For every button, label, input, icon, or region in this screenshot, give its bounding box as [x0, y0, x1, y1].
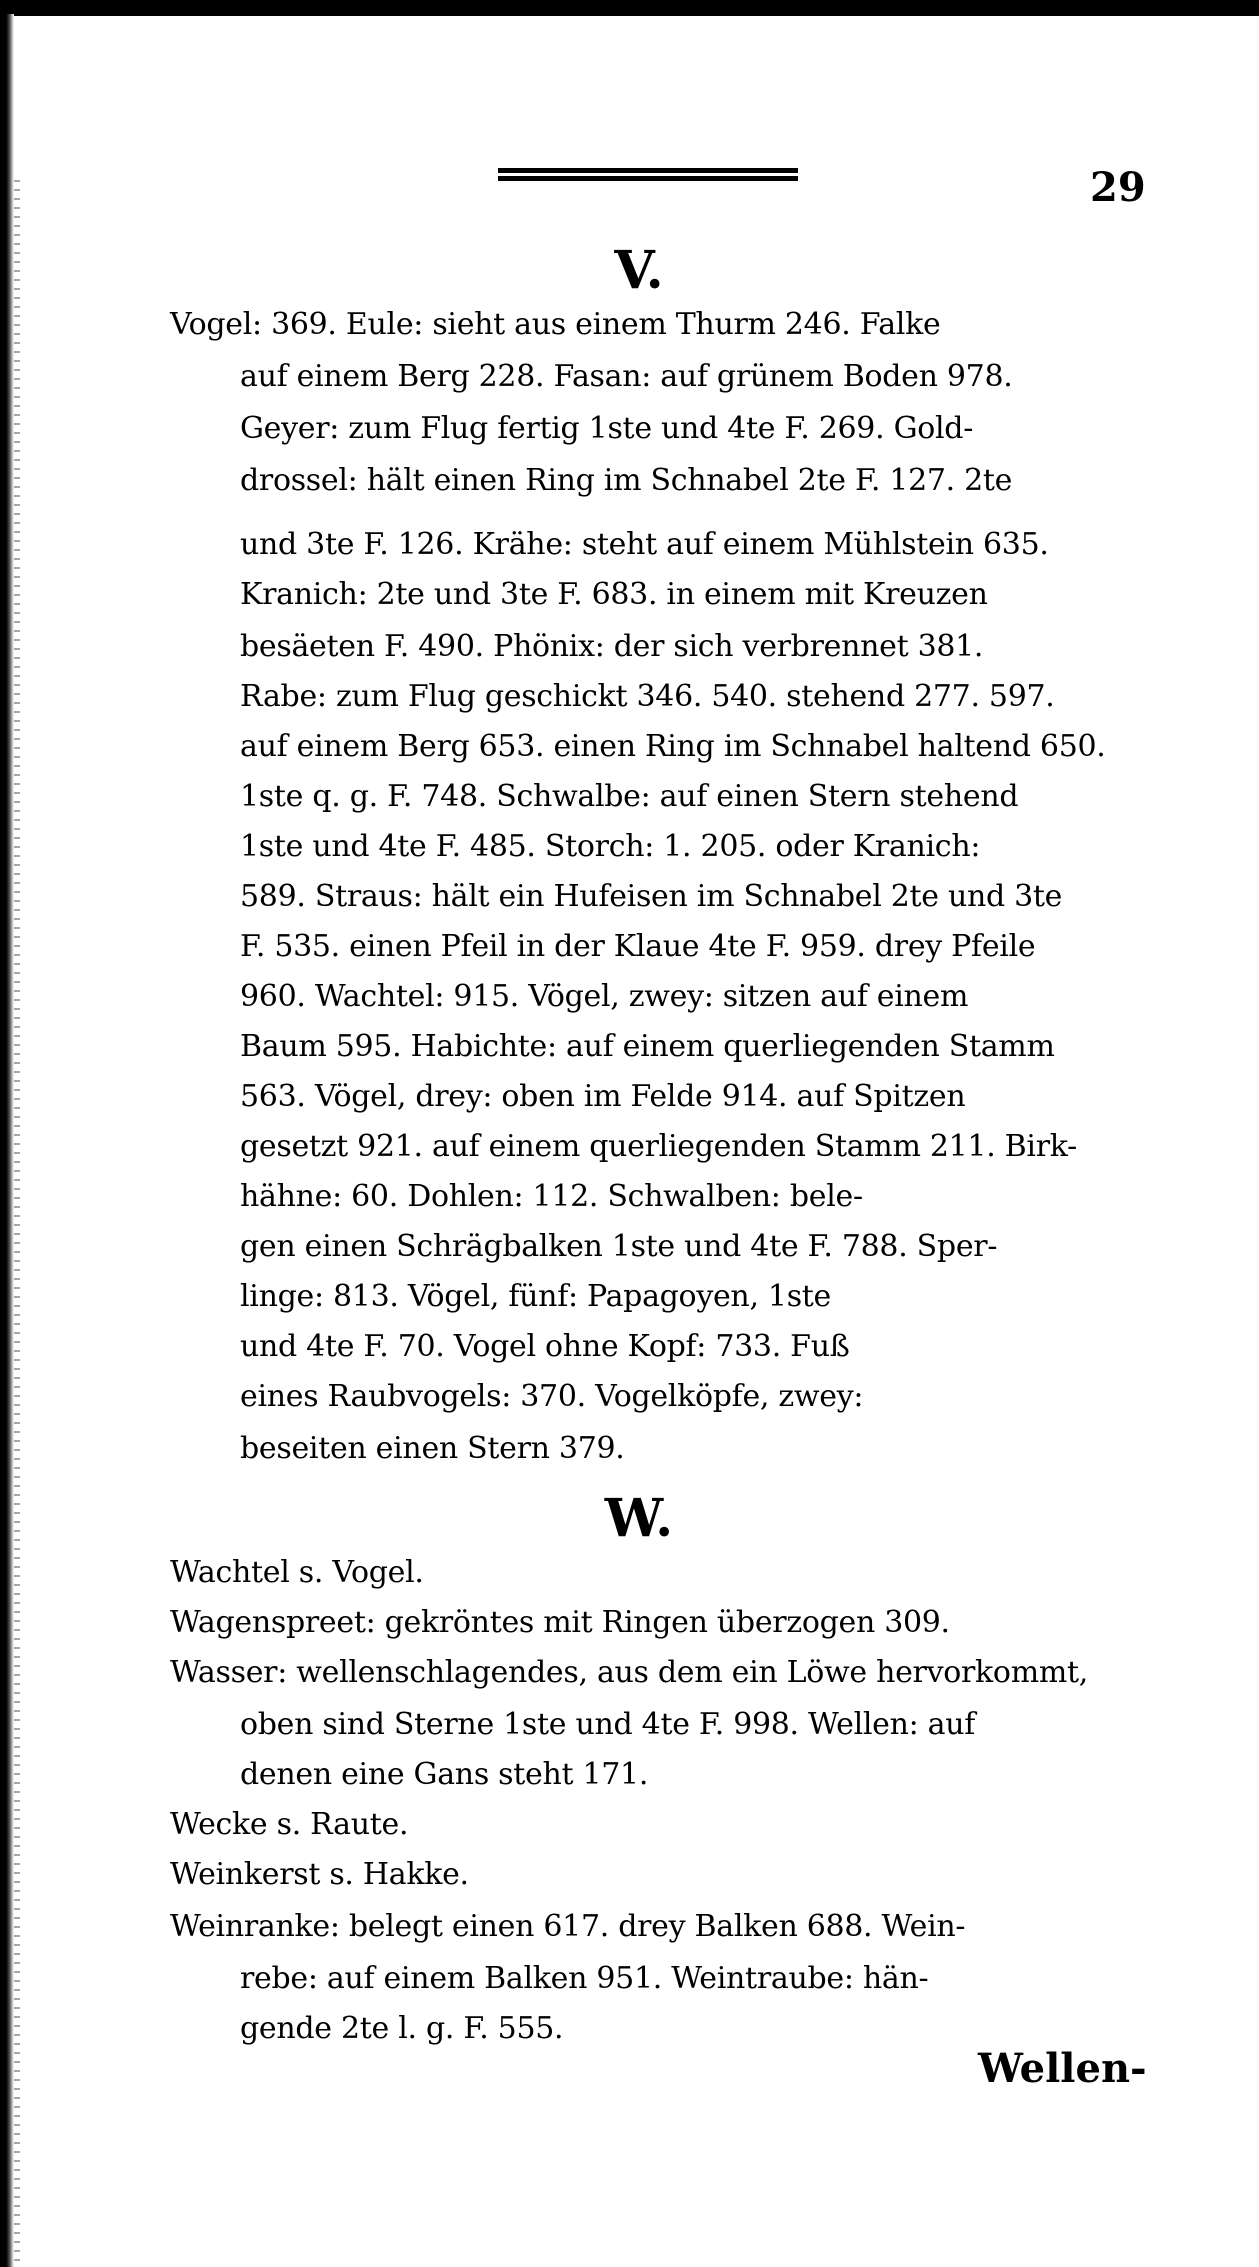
index-line: 589. Straus: hält ein Hufeisen im Schnabel 2te und 3te	[240, 879, 1063, 914]
index-line: auf einem Berg 653. einen Ring im Schnabel haltend 650.	[240, 729, 1106, 764]
index-line: auf einem Berg 228. Fasan: auf grünem Boden 978.	[240, 359, 1013, 394]
index-line: Kranich: 2te und 3te F. 683. in einem mit Kreuzen	[240, 577, 988, 612]
scan-left-edge	[0, 14, 14, 2267]
index-line: drossel: hält einen Ring im Schnabel 2te F. 127. 2te	[240, 463, 1013, 498]
index-line: gen einen Schrägbalken 1ste und 4te F. 788. Sper-	[240, 1229, 998, 1264]
index-line: 1ste q. g. F. 748. Schwalbe: auf einen Stern stehend	[240, 779, 1019, 814]
index-line: eines Raubvogels: 370. Vogelköpfe, zwey:	[240, 1379, 864, 1414]
index-entry-weinranke-cont: gende 2te l. g. F. 555.	[240, 2011, 564, 2046]
index-line: Rabe: zum Flug geschickt 346. 540. stehend 277. 597.	[240, 679, 1055, 714]
index-line: hähne: 60. Dohlen: 112. Schwalben: bele-	[240, 1179, 863, 1214]
catchword: Wellen-	[978, 2045, 1147, 2092]
index-entry-wecke: Wecke s. Raute.	[170, 1807, 409, 1842]
index-line: Geyer: zum Flug fertig 1ste und 4te F. 269. Gold-	[240, 411, 974, 446]
index-line: linge: 813. Vögel, fünf: Papagoyen, 1ste	[240, 1279, 832, 1314]
index-entry-weinkerst: Weinkerst s. Hakke.	[170, 1857, 469, 1892]
index-entry-wagenspreet: Wagenspreet: gekröntes mit Ringen überzogen 309.	[170, 1605, 950, 1640]
page-number: 29	[1090, 164, 1146, 211]
index-line: und 4te F. 70. Vogel ohne Kopf: 733. Fuß	[240, 1329, 850, 1364]
rule-line	[498, 168, 798, 173]
index-line: Vogel: 369. Eule: sieht aus einem Thurm 246. Falke	[170, 307, 941, 342]
scan-binding-shadow	[14, 180, 20, 2267]
index-line: 1ste und 4te F. 485. Storch: 1. 205. oder Kranich:	[240, 829, 981, 864]
index-entry-wachtel: Wachtel s. Vogel.	[170, 1555, 424, 1590]
section-heading-v: V.	[614, 240, 664, 301]
index-line: 960. Wachtel: 915. Vögel, zwey: sitzen auf einem	[240, 979, 969, 1014]
index-entry-weinranke-cont: rebe: auf einem Balken 951. Weintraube: hän-	[240, 1961, 929, 1996]
index-entry-wasser-cont: oben sind Sterne 1ste und 4te F. 998. Wellen: auf	[240, 1707, 976, 1742]
index-line: besäeten F. 490. Phönix: der sich verbrennet 381.	[240, 629, 984, 664]
index-entry-wasser-cont: denen eine Gans steht 171.	[240, 1757, 649, 1792]
index-line: und 3te F. 126. Krähe: steht auf einem Mühlstein 635.	[240, 527, 1049, 562]
scan-top-border	[0, 0, 1259, 16]
index-entry-weinranke: Weinranke: belegt einen 617. drey Balken 688. Wein-	[170, 1909, 966, 1944]
index-line: Baum 595. Habichte: auf einem querliegenden Stamm	[240, 1029, 1055, 1064]
rule-line	[498, 176, 798, 181]
index-line: gesetzt 921. auf einem querliegenden Stamm 211. Birk-	[240, 1129, 1077, 1164]
index-entry-wasser: Wasser: wellenschlagendes, aus dem ein Löwe hervorkommt,	[170, 1655, 1088, 1690]
header-double-rule	[498, 168, 798, 182]
section-heading-w: W.	[604, 1488, 674, 1549]
index-line: 563. Vögel, drey: oben im Felde 914. auf Spitzen	[240, 1079, 966, 1114]
index-line: F. 535. einen Pfeil in der Klaue 4te F. 959. drey Pfeile	[240, 929, 1036, 964]
index-line: beseiten einen Stern 379.	[240, 1431, 625, 1466]
